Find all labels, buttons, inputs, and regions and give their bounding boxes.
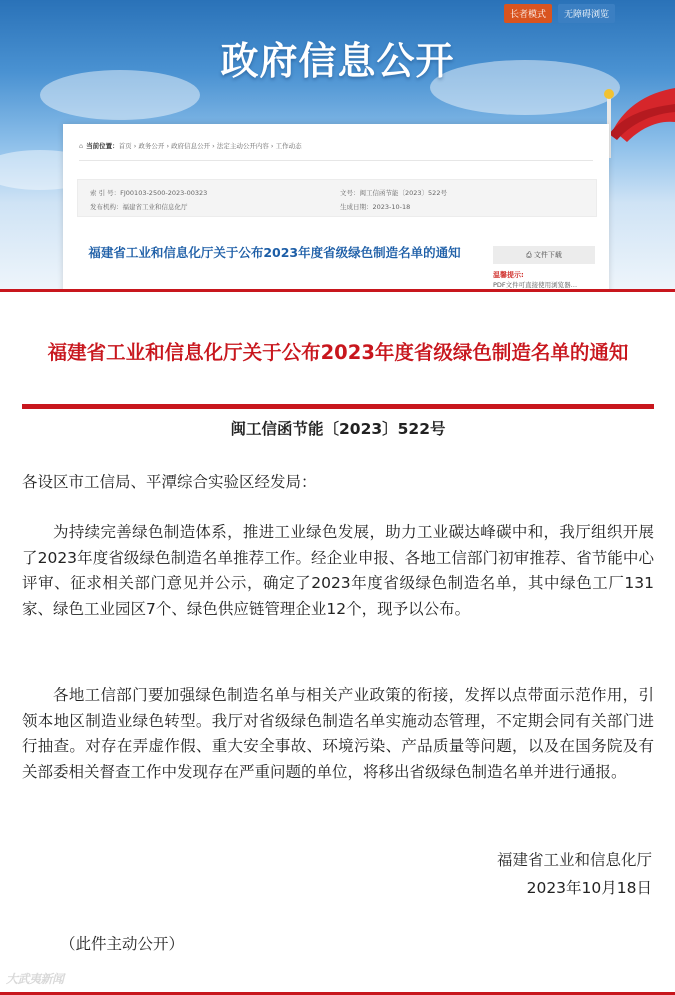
home-icon: ⌂: [79, 142, 84, 150]
salutation: 各设区市工信局、平潭综合实验区经发局：: [22, 473, 317, 491]
red-divider-top: [0, 289, 675, 292]
meta-doc-no: 文号：闽工信函节能〔2023〕522号: [340, 189, 447, 197]
breadcrumb-label: 当前位置：: [86, 142, 119, 150]
download-icon: ⎙: [526, 251, 534, 259]
file-download-button[interactable]: [493, 246, 595, 264]
paragraph: 为持续完善绿色制造体系，推进工业绿色发展，助力工业碳达峰碳中和，我厅组织开展了2023年度省级绿色制造名单推荐工作。经企业申报、各地工信部门初审推荐、省节能中心评审、征求相关部门意见并公示，确定了2023年度省级绿色制造名单，其中绿色工厂131家、绿色工业园区7个、绿色供应链管理企业12个，现予以公布。: [22, 523, 654, 618]
signature-org: 福建省工业和信息化厅: [496, 851, 652, 869]
tip-label: 温馨提示:: [493, 271, 524, 279]
site-banner: [0, 0, 675, 290]
paragraph: 各地工信部门要加强绿色制造名单与相关产业政策的衔接，发挥以点带面示范作用，引领本地区制造业绿色转型。我厅对省级绿色制造名单实施动态管理，不定期会同有关部门进行抽查。对存在弄虚作假、重大安全事故、环境污染、产品质量等问题，以及在国务院及有关部委相关督查工作中发现存在严重问题的单位，将移出省级绿色制造名单并进行通报。: [22, 686, 654, 781]
tip-text: PDF文件可直接使用浏览器…: [493, 281, 578, 289]
document-number: 闽工信函节能〔2023〕522号: [230, 420, 446, 438]
document-title: 福建省工业和信息化厅关于公布2023年度省级绿色制造名单的通知: [47, 341, 629, 364]
public-note: （此件主动公开）: [60, 935, 185, 953]
elder-mode-button[interactable]: 长者模式: [504, 4, 552, 23]
signature-date: 2023年10月18日: [526, 879, 652, 897]
article-card: [63, 124, 609, 290]
download-label: 文件下载: [533, 251, 562, 259]
meta-date: 生成日期：2023-10-18: [340, 203, 411, 211]
top-links: [504, 4, 615, 23]
card-title: 福建省工业和信息化厅关于公布2023年度省级绿色制造名单的通知: [88, 245, 461, 260]
meta-publisher: 发布机构：福建省工业和信息化厅: [90, 203, 188, 211]
divider: [79, 160, 593, 161]
site-title: 政府信息公开: [220, 39, 455, 83]
accessible-mode-button[interactable]: 无障碍浏览: [558, 4, 615, 23]
metadata-box: [77, 179, 597, 217]
red-title-rule: [22, 404, 654, 409]
breadcrumb: [79, 141, 302, 150]
breadcrumb-path[interactable]: 首页 › 政务公开 › 政府信息公开 › 法定主动公开内容 › 工作动态: [118, 142, 302, 150]
meta-index-no: 索 引 号：FJ00103-2500-2023-00323: [90, 189, 208, 197]
watermark-logo: 大武夷新闻: [6, 972, 64, 986]
